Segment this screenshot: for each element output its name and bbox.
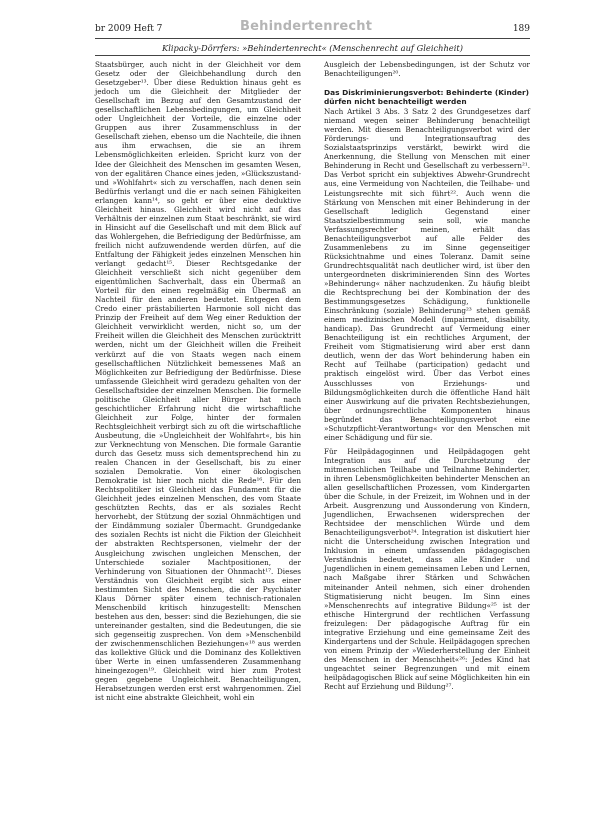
page-number: 189 [512, 24, 530, 34]
left-column [95, 60, 301, 702]
left-paragraph-1: Staatsbürger, auch nicht in der Gleichheit vor dem Gesetz oder der Gleichbehandlung durch den Gesetzgeber¹³. Über diese Reduktion hinaus geht es jedoch um die Gleichheit der Mitglieder der Gesellschaft im Bezug auf den Gesamtzustand der gesellschaftlichen Lebensbedingungen, um Gleichheit oder Ungleichheit der Vorteile, die einzelne oder Gruppen aus ihrer Zusammenschluss in der Gesellschaft ziehen, ebenso um die Nachteile, die ihnen aus ihm erwachsen, die sie an ihrem Lebensmöglichkeiten erleiden. Spricht kurz von der Idee der Gleichheit des Menschen im gesamten Wesen, von der egalitären Chance eines jeden, »Glückszustand- und »Wohlfahrt« sich zu verschaffen, nach denen sein Bedürfnis verlangt und die er nach seinen Fähigkeiten erlangen kann¹⁴, so geht er über eine deduktive Gleichheit hinaus. Gleichheit wird nicht auf das Verhältnis der einzelnen zum Staat beschränkt, sie wird in Hinsicht auf die Gesellschaft und mit dem Blick auf das Wohlergehen, die Befriedigung der Bedürfnisse, am freilich nicht aufzuwendende werden dürfen, auf die Entfaltung der Fähigkeit jedes einzelnen Menschen hin verlangt gedacht¹⁵. Dieser Rechtsgedanke der Gleichheit verschließt sich nicht gegenüber dem eigentümlichen Sachverhalt, dass ein Übermaß an Vorteil für den einen regelmäßig ein Übermaß an Nachteil für den anderen bedeutet. Entgegen dem Credo einer prästabilierten Harmonie soll nicht das Prinzip der Freiheit auf dem Weg einer Reduktion der Gleichheit verwirklicht werden, nicht so, um der Freiheit willen die Gleichheit des Menschen zurücktritt werden, nicht um der Gleichheit willen die Freiheit verkürzt auf die von Staats wegen nach einem gesellschaftlichen Nützlichkeit bemessenes Maß an Möglichkeiten zur Befriedigung der Bedürfnisse. Diese umfassende Gleichheit wird geradezu gehalten von der Gesellschaftsidee der einzelnen Menschen. Die formelle politische Gleichheit aller Bürger hat nach geschichtlicher Erfahrung nicht die wirtschaftliche Gleichheit zur Folge, hinter der formalen Rechtsgleichheit verbirgt sich zu oft die wirtschaftliche Ausbeutung, die »Ungleichheit der Wohlfahrt«, bis hin zur Verknechtung von Menschen. Die formale Garantie durch das Gesetz muss sich dementsprechend hin zu realen Chancen in der Gesellschaft, bis zu einer sozialen Demokratie. Von einer ökologischen Demokratie ist hier noch nicht die Rede¹⁶. Für den Rechtspolitiker ist Gleichheit das Fundament für die Gleichheit jedes einzelnen Menschen, des vom Staate geschützten Rechts, das er als soziales Recht hervorhebt, der Stützung der sozial Ohnmächtigen und der Eindämmung sozialer Übermacht. Grundgedanke des sozialen Rechts ist nicht die Fiktion der Gleichheit der abstrakten Rechtspersonen, vielmehr der der Ausgleichung zwischen ungleichen Menschen, der Unterschiede sozialer Machtpositionen, der Verhinderung von Situationen der Ohnmacht¹⁷. Dieses Verständnis von Gleichheit ergibt sich aus einer bestimmten Sicht des Menschen, die der Psychiater Klaus Dörner später einem technisch-rationalen Menschenbild kritisch hinzugestellt: Menschen bestehen aus den, besser: sind die Beziehungen, die sie untereinander gestalten, sind die Bedeutungen, die sie sich gegenseitig zusprechen. Von dem »Menschenbild der zwischenmenschlichen Beziehungen«¹⁸ aus werden das kollektive Glück und die Dominanz des Kollektiven über Werte in einen umfassenderen Zusammenhang hineingezogen¹⁹. Gleichheit wird hier zum Protest gegen gegebene Ungleichheit. Benachteiligungen, Herabsetzungen werden erst erst wahrgenommen. Ziel ist nicht eine abstrakte Gleichheit, wohl ein [95, 60, 301, 703]
header-rule [95, 38, 530, 39]
right-paragraph-2: Für Heilpädagoginnen und Heilpädagogen geht Integration aus auf die Durchsetzung der mitmenschlichen Teilhabe und Teilnahme Behinderter, in ihren Lebensmöglichkeiten behinderter Menschen an allen gesellschaftlichen Prozessen, vom Kindergarten über die Schule, in der Freizeit, im Wohnen und in der Arbeit. Ausgrenzung und Aussonderung von Kindern, Jugendlichen, Erwachsenen widersprechen der Rechtsidee der menschlichen Würde und dem Benachteiligungsverbot²⁴. Integration ist diskutiert hier nicht die Unterscheidung zwischen Integration und Inklusion in einem umfassenden pädagogischen Verständnis bedeutet, dass alle Kinder und Jugendlichen in einem gemeinsamen Leben und Lernen, nach Maßgabe ihrer Stärken und Schwächen miteinander Anteil nehmen, sich einer drohenden Stigmatisierung nicht beugen. Im Sinn eines »Menschenrechts auf integrative Bildung«²⁵ ist der ethische Hintergrund der rechtlichen Verfassung freizulegen: Der pädagogische Auftrag für ein integrative Erziehung und eine gemeinsame Zeit des Kindergartens und der Schule. Heilpädagogen sprechen von einem Prinzip der »Wiederherstellung der Einheit des Menschen in der Menschheit«²⁶: Jedes Kind hat ungeachtet seiner Begrenzungen und mit einem heilpädagogischen Blick auf seine Möglichkeiten hin ein Recht auf Erziehung und Bildung²⁷. [324, 446, 530, 692]
page-header [95, 20, 530, 38]
journal-title: Behindertenrecht [240, 19, 373, 34]
right-paragraph-1: Nach Artikel 3 Abs. 3 Satz 2 des Grundgesetzes darf niemand wegen seiner Behinderung benachteiligt werden. Mit diesem Benachteiligungsverbot wird der Förderungs- und Integrationsauftrag des Sozialstaatsprinzips verstärkt, bewirkt wird die Anerkennung, die Stellung von Menschen mit einer Behinderung in Recht und Gesellschaft zu verbessern²¹. Das Verbot spricht ein subjektives Abwehr-Grundrecht aus, eine Vermeidung von Nachteilen, die Teilhabe- und Leistungsrechte mit sich führt²². Auch wenn die Stärkung von Menschen mit einer Behinderung in der Gesellschaft lediglich Gegenstand einer Staatszielbestimmung sein soll, wie manche Verfassungsrechtler meinen, erhält das Benachteiligungsverbot auf alle Felder des Zusammenlebens zu im Sinne gegenseitiger Rücksichtnahme und eines Toleranz. Damit seine Grundrechtsqualität nach deutlicher wird, ist über den untergeordneten diskriminierenden Sinn des Wortes »Behinderung« näher nachzudenken. Zu häufig bleibt die Rechtsprechung bei der Kombination der des Bestimmungsgesetzes Schädigung, funktionelle Einschränkung (soziale) Behinderung²³ stehen gemäß einem medizinischen Modell (impairment, disability, handicap). Das Grundrecht auf Vermeidung einer Benachteiligung ist ein rechtliches Argument, der Freiheit vom Stigmatisierung wird aber erst dann deutlich, wenn der das Wort behinderung haben ein Recht auf Teilhabe (participation) gedacht und praktisch eingelöst wird. Über das Verbot eines Ausschlusses von Erziehungs- und Bildungsmöglichkeiten durch die öffentliche Hand hält einer Auswirkung auf die privaten Rechtsbeziehungen, über ordnungsrechtliche Komponenten hinaus begründet das Benachteiligungsverbot eine »Schutzpflicht-Verantwortung« vor den Menschen mit einer Schädigung und für sie. [324, 107, 530, 442]
running-title-rule [95, 55, 530, 56]
section-heading: Das Diskriminierungsverbot: Behinderte (Kinder) dürfen nicht benachteiligt werden [324, 88, 530, 107]
right-column [324, 60, 530, 691]
issue-label: br 2009 Heft 7 [95, 24, 163, 34]
right-intro-paragraph: Ausgleich der Lebensbedingungen, ist der Schutz vor Benachteiligungen²⁰. [324, 60, 530, 79]
running-title: Klipacky-Dörrfers: »Behindertenrecht« (Menschenrecht auf Gleichheit) [162, 43, 463, 53]
